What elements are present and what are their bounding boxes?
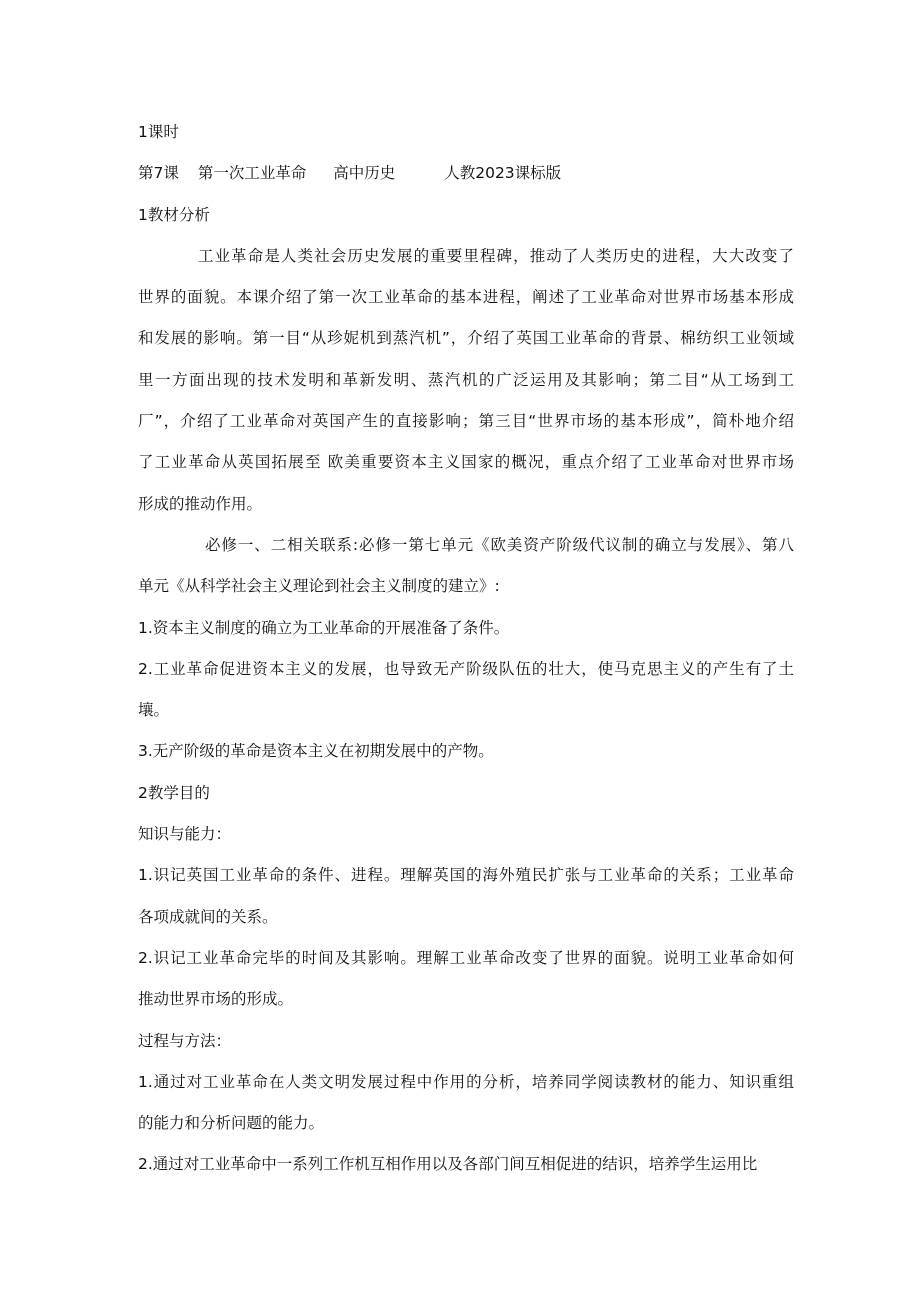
edition: 人教2023课标版 (444, 164, 562, 183)
relation-points (138, 608, 794, 773)
section-title: 1教材分析 (138, 205, 210, 224)
lesson-header (138, 153, 794, 194)
text-line: 壤。 (138, 701, 170, 720)
text-line: 世界的面貌。本课介绍了第一次工业革命的基本进程，阐述了工业革命对世界市场基本形成 (138, 288, 794, 307)
lesson-hours: 1课时 (138, 123, 179, 141)
relation-paragraph (138, 525, 794, 608)
text-line: 里一方面出现的技术发明和革新发明、蒸汽机的广泛运用及其影响；第二目“从工场到工 (138, 370, 794, 389)
list-item (138, 649, 794, 732)
subject: 高中历史 (333, 164, 396, 183)
text-line: 和发展的影响。第一目“从珍妮机到蒸汽机”，介绍了英国工业革命的背景、棉纺织工业领域 (138, 329, 794, 348)
list-item (138, 1062, 794, 1145)
list-item (138, 608, 794, 649)
text-line: 的能力和分析问题的能力。 (138, 1114, 325, 1133)
subsection-title: 知识与能力： (138, 825, 232, 844)
list-item (138, 855, 794, 938)
text-line: 2.识记工业革命完毕的时间及其影响。理解工业革命改变了世界的面貌。说明工业革命如何 (138, 948, 794, 967)
text-line: 2.工业革命促进资本主义的发展，也导致无产阶级队伍的壮大，使马克思主义的产生有了土 (138, 659, 794, 678)
text-line: 了工业革命从英国拓展至 欧美重要资本主义国家的概况，重点介绍了工业革命对世界市场 (138, 453, 794, 472)
text-line: 2.通过对工业革命中一系列工作机互相作用以及各部门间互相促进的结识，培养学生运用比 (138, 1155, 758, 1174)
knowledge-points (138, 855, 794, 1020)
text-line: 1.资本主义制度的确立为工业革命的开展准备了条件。 (138, 618, 510, 637)
text-line: 3.无产阶级的革命是资本主义在初期发展中的产物。 (138, 742, 494, 761)
text-line: 必修一、二相关联系:必修一第七单元《欧美资产阶级代议制的确立与发展》、第八 (205, 535, 794, 554)
lesson-title: 第一次工业革命 (197, 164, 307, 183)
process-points (138, 1062, 794, 1186)
document-page (138, 112, 794, 1186)
text-line: 各项成就间的关系。 (138, 907, 278, 926)
text-line: 形成的推动作用。 (138, 494, 263, 513)
text-line: 推动世界市场的形成。 (138, 990, 294, 1009)
text-line: 单元《从科学社会主义理论到社会主义制度的建立》: (138, 577, 500, 596)
analysis-paragraph (138, 236, 794, 525)
list-item (138, 731, 794, 772)
list-item (138, 938, 794, 1021)
subsection-title: 过程与方法： (138, 1031, 232, 1050)
list-item (138, 1144, 794, 1185)
lesson-number: 第7课 (138, 164, 179, 183)
text-line: 工业革命是人类社会历史发展的重要里程碑，推动了人类历史的进程，大大改变了 (198, 246, 794, 265)
text-line: 厂”，介绍了工业革命对英国产生的直接影响；第三目“世界市场的基本形成”，简朴地介绍 (138, 412, 794, 431)
text-line: 1.识记英国工业革命的条件、进程。理解英国的海外殖民扩张与工业革命的关系；工业革命 (138, 866, 794, 885)
section-title: 2教学目的 (138, 783, 210, 802)
text-line: 1.通过对工业革命在人类文明发展过程中作用的分析，培养同学阅读教材的能力、知识重组 (138, 1072, 794, 1091)
